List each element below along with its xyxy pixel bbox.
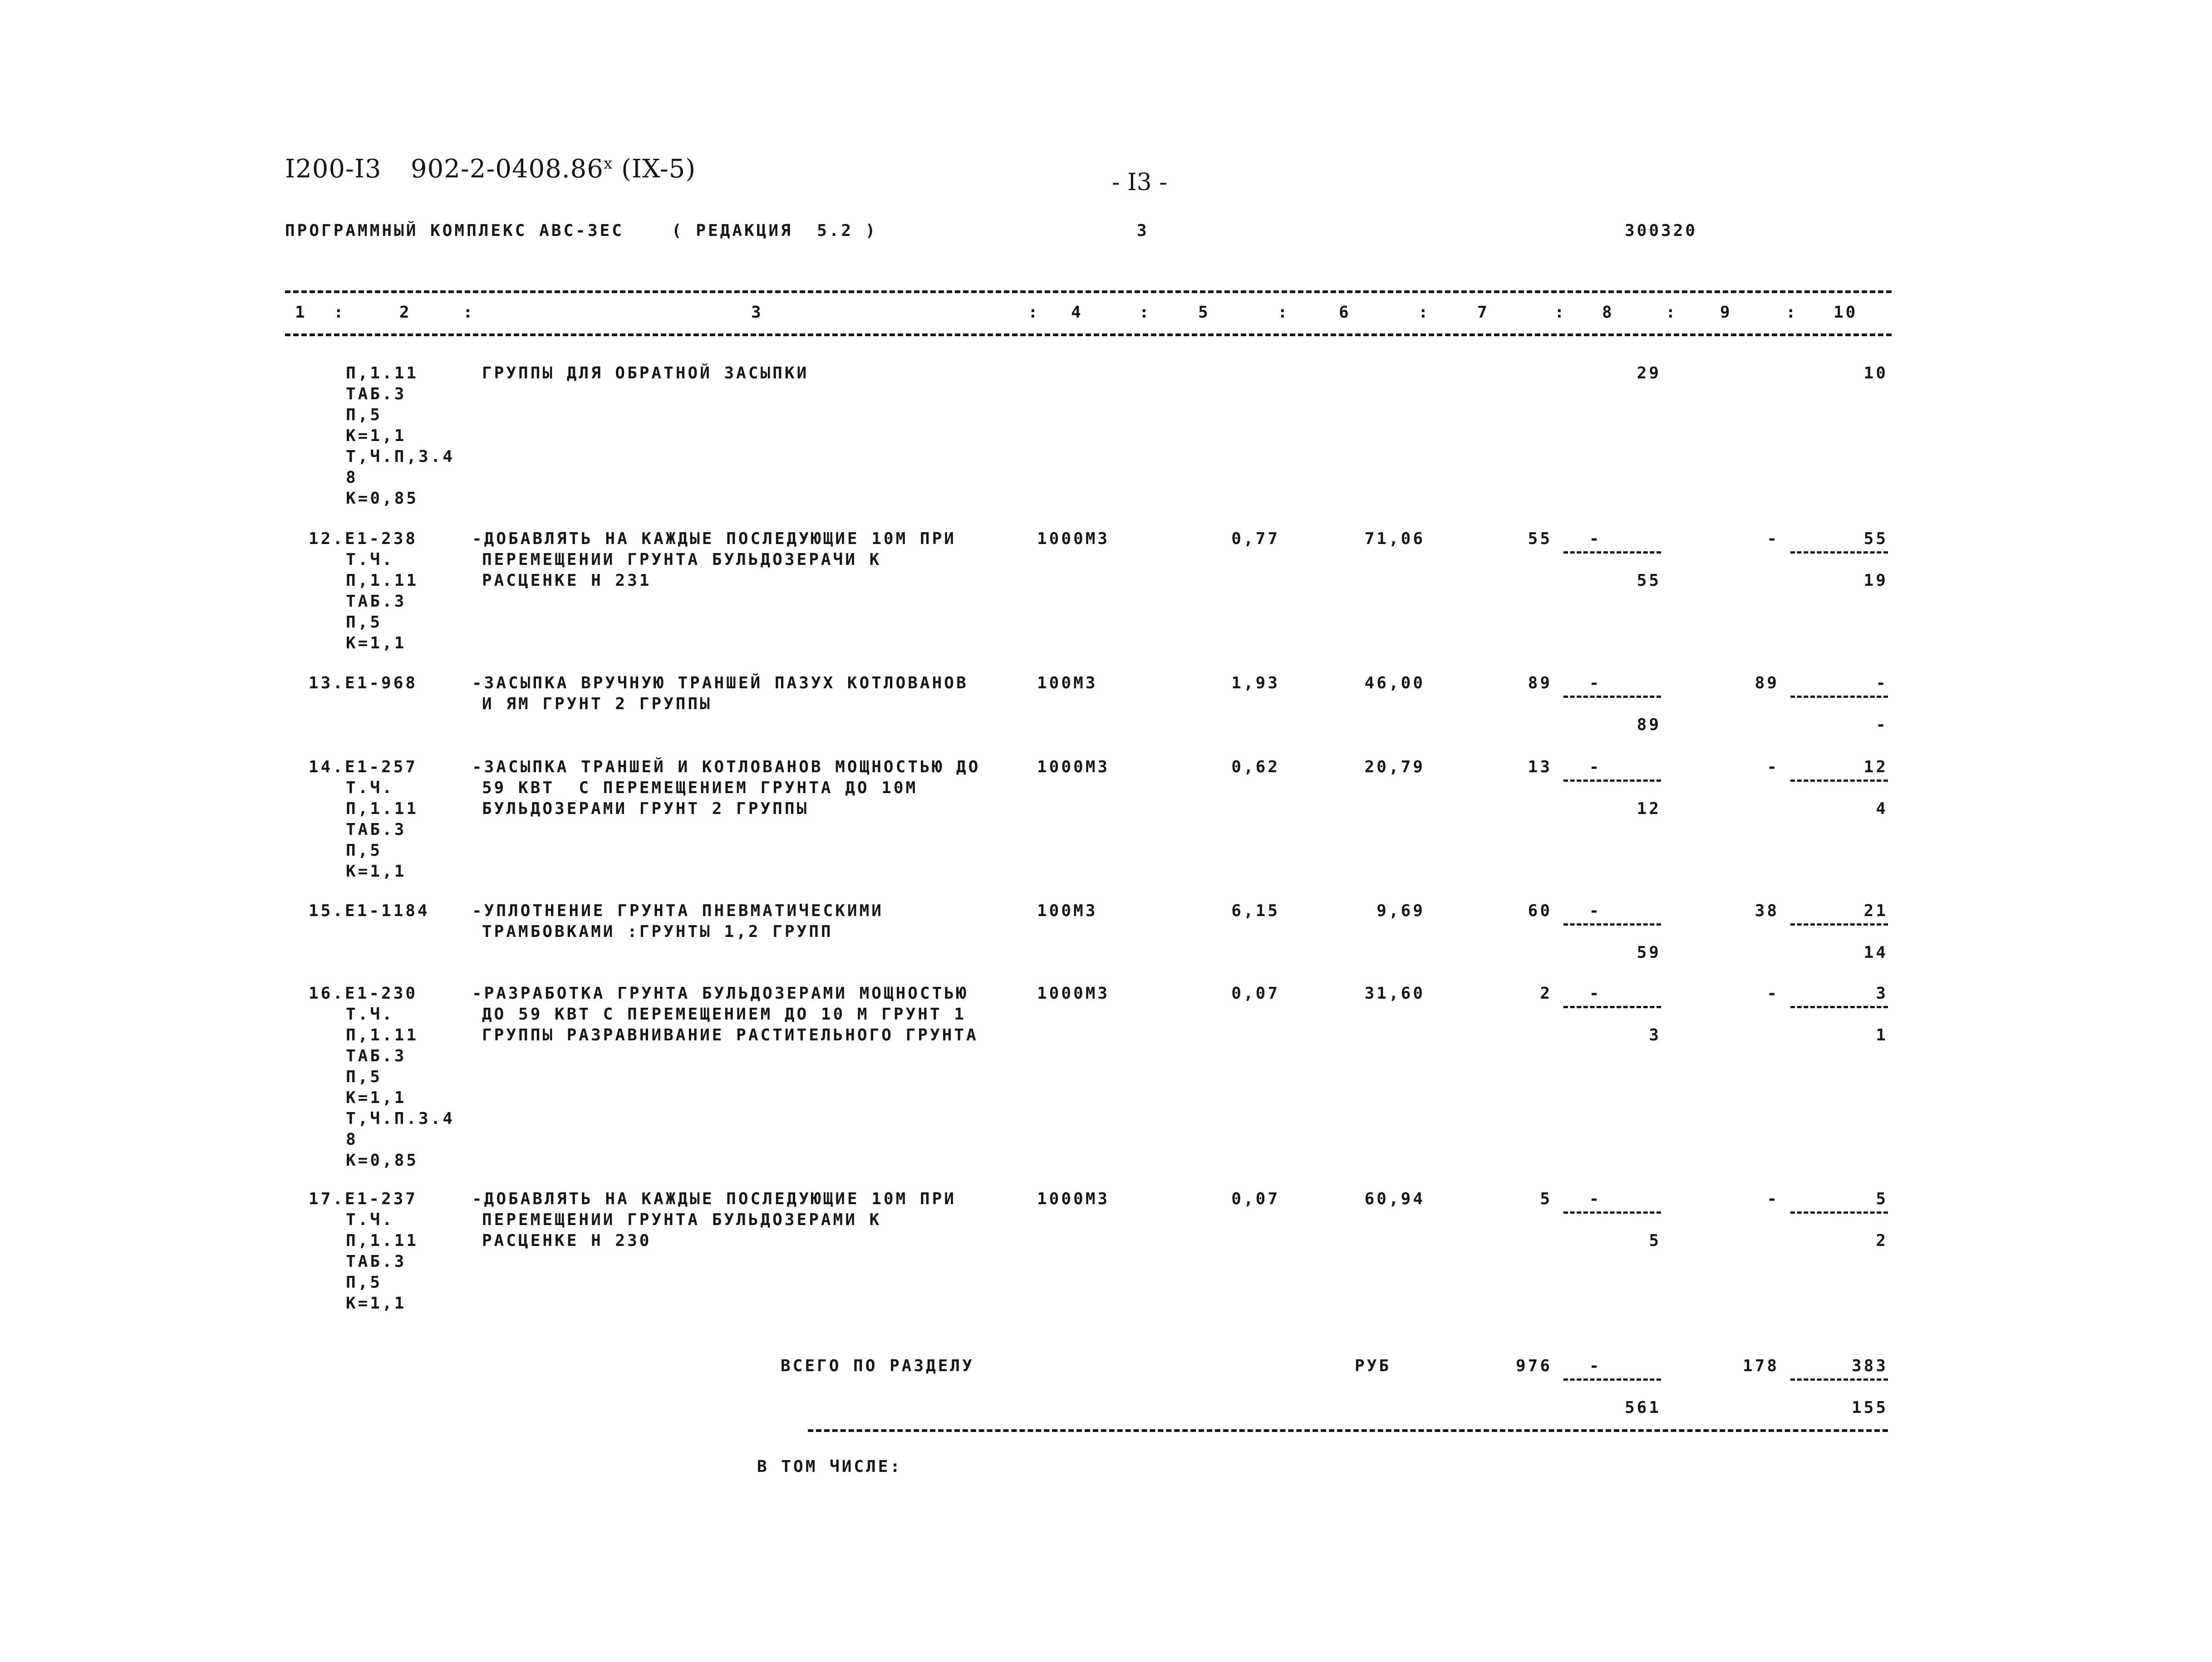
row-code-line: Т.Ч. (346, 1005, 394, 1024)
total-col7: 976 (1515, 1357, 1552, 1375)
row-code-line: П,5 (346, 613, 383, 632)
row-col10-top: 3 (1876, 984, 1888, 1003)
column-header-7: 7 (1477, 303, 1489, 322)
row-col8-bottom: 55 (1637, 571, 1661, 590)
project-number: 902-2-0408.86$^x$ (IX-5) (411, 154, 696, 184)
row-col9: 89 (1755, 674, 1779, 692)
row-code-line: Т.Ч. (346, 550, 394, 569)
column-header-2: 2 (399, 303, 412, 322)
total-col10-bottom: 155 (1851, 1398, 1888, 1417)
row-col8-bottom: 89 (1637, 716, 1661, 734)
column-separator: : (1786, 303, 1798, 322)
edition-label: ( РЕДАКЦИЯ 5.2 ) (672, 221, 878, 240)
row-col8-bottom: 12 (1637, 799, 1661, 818)
row-col10-bottom: 14 (1863, 943, 1888, 962)
row-col7-cost: 13 (1528, 758, 1552, 776)
row-col10-divider (1790, 780, 1888, 782)
row-col8-top: - (1589, 984, 1602, 1003)
row-code-line: ТАБ.3 (346, 820, 407, 839)
row-col8-divider (1563, 1006, 1661, 1008)
row-col8-bottom: 59 (1637, 943, 1661, 962)
row-code-line: К=1,1 (346, 634, 407, 652)
row-code-line: П,5 (346, 841, 383, 860)
row-code-line: К=1,1 (346, 427, 407, 445)
row-description-line: -ДОБАВЛЯТЬ НА КАЖДЫЕ ПОСЛЕДУЮЩИЕ 10М ПРИ (472, 529, 956, 548)
row-code-line: Т.Ч. (346, 1211, 394, 1229)
row-description-line: ПЕРЕМЕЩЕНИИ ГРУНТА БУЛЬДОЗЕРАМИ К (482, 1211, 882, 1229)
row-code-line: Т,Ч.П.3.4 (346, 1109, 455, 1128)
row-description-line: РАСЦЕНКЕ Н 230 (482, 1231, 652, 1250)
row-unit: 1000М3 (1037, 984, 1110, 1003)
row-col8-top: - (1589, 1190, 1602, 1208)
row-description-line: РАСЦЕНКЕ Н 231 (482, 571, 652, 590)
row-col9: - (1767, 1190, 1779, 1208)
column-header-8: 8 (1602, 303, 1614, 322)
row-col10-bottom: 19 (1863, 571, 1888, 590)
row-code-line: ТАБ.3 (346, 1252, 407, 1271)
row-description-line: ГРУППЫ РАЗРАВНИВАНИЕ РАСТИТЕЛЬНОГО ГРУНТА (482, 1026, 978, 1044)
row-code-line: ТАБ.3 (346, 592, 407, 611)
row-col8-value: 29 (1637, 364, 1661, 382)
row-col10-divider (1790, 1211, 1888, 1214)
total-col8-bottom: 561 (1624, 1398, 1661, 1417)
row-col10-bottom: 2 (1876, 1231, 1888, 1250)
column-separator: : (1139, 303, 1151, 322)
column-separator: : (463, 303, 475, 322)
row-code-line: Т,Ч.П,3.4 (346, 447, 455, 466)
column-header-1: 1 (295, 303, 307, 322)
row-unit-price: 60,94 (1364, 1190, 1425, 1208)
row-col10-top: 55 (1863, 529, 1888, 548)
row-description-line: ДО 59 КВТ С ПЕРЕМЕЩЕНИЕМ ДО 10 М ГРУНТ 1 (482, 1005, 966, 1024)
program-title: ПРОГРАММНЫЙ КОМПЛЕКС АВС-ЗЕС (285, 221, 624, 240)
column-header-3: 3 (751, 303, 763, 322)
column-header-4: 4 (1071, 303, 1083, 322)
row-description-line: БУЛЬДОЗЕРАМИ ГРУНТ 2 ГРУППЫ (482, 799, 809, 818)
row-description-line: ПЕРЕМЕЩЕНИИ ГРУНТА БУЛЬДОЗЕРАЧИ К (482, 550, 882, 569)
row-col8-divider (1563, 696, 1661, 698)
row-code-line: ТАБ.3 (346, 1047, 407, 1065)
row-col10-bottom: - (1876, 716, 1888, 734)
row-code-line: К=1,1 (346, 862, 407, 881)
row-description-line: ТРАМБОВКАМИ :ГРУНТЫ 1,2 ГРУПП (482, 922, 833, 941)
row-code-line: П,5 (346, 406, 383, 424)
row-code-line: П,5 (346, 1273, 383, 1292)
row-unit-price: 20,79 (1364, 758, 1425, 776)
row-code-line: П,1.11 (346, 1231, 419, 1250)
row-code-line: 17.Е1-237 (309, 1190, 418, 1208)
row-unit-price: 31,60 (1364, 984, 1425, 1003)
total-col8-top: - (1589, 1357, 1602, 1375)
print-code: 300320 (1625, 221, 1698, 240)
row-col8-divider (1563, 1211, 1661, 1214)
row-col9: - (1767, 984, 1779, 1003)
row-col8-divider (1563, 780, 1661, 782)
row-code-line: 16.Е1-230 (309, 984, 418, 1003)
row-col8-top: - (1589, 529, 1602, 548)
row-quantity: 0,77 (1231, 529, 1280, 548)
row-quantity: 6,15 (1231, 902, 1280, 920)
row-unit-price: 9,69 (1376, 902, 1425, 920)
row-quantity: 1,93 (1231, 674, 1280, 692)
row-col10-bottom: 4 (1876, 799, 1888, 818)
row-col10-bottom: 1 (1876, 1026, 1888, 1044)
row-code-line: Т.Ч. (346, 779, 394, 797)
row-col8-bottom: 3 (1649, 1026, 1661, 1044)
row-col7-cost: 89 (1528, 674, 1552, 692)
total-unit: РУБ (1355, 1357, 1391, 1375)
row-description-line: -РАЗРАБОТКА ГРУНТА БУЛЬДОЗЕРАМИ МОЩНОСТЬЮ (472, 984, 968, 1003)
row-col7-cost: 55 (1528, 529, 1552, 548)
row-description-line: ГРУППЫ ДЛЯ ОБРАТНОЙ ЗАСЫПКИ (482, 364, 809, 382)
total-col8-divider (1563, 1378, 1661, 1381)
row-unit: 1000М3 (1037, 758, 1110, 776)
row-col10-top: - (1876, 674, 1888, 692)
column-header-10: 10 (1834, 303, 1858, 322)
row-description-line: И ЯМ ГРУНТ 2 ГРУППЫ (482, 695, 712, 713)
row-unit: 1000М3 (1037, 1190, 1110, 1208)
row-quantity: 0,62 (1231, 758, 1280, 776)
column-header-9: 9 (1720, 303, 1732, 322)
including-label: В ТОМ ЧИСЛЕ: (757, 1457, 903, 1476)
row-col10-top: 21 (1863, 902, 1888, 920)
row-col8-divider (1563, 551, 1661, 554)
row-code-line: П,1.11 (346, 799, 419, 818)
row-code-line: 12.Е1-238 (309, 529, 418, 548)
row-description-line: -УПЛОТНЕНИЕ ГРУНТА ПНЕВМАТИЧЕСКИМИ (472, 902, 884, 920)
row-col10-value: 10 (1863, 364, 1888, 382)
row-col8-bottom: 5 (1649, 1231, 1661, 1250)
row-col10-top: 5 (1876, 1190, 1888, 1208)
row-code-line: 13.Е1-968 (309, 674, 418, 692)
total-col9: 178 (1742, 1357, 1779, 1375)
total-bottom-rule (808, 1429, 1888, 1432)
row-col7-cost: 60 (1528, 902, 1552, 920)
row-description-line: -ЗАСЫПКА ВРУЧНУЮ ТРАНШЕЙ ПАЗУХ КОТЛОВАНОВ (472, 674, 968, 692)
column-header-5: 5 (1198, 303, 1210, 322)
row-code-line: 8 (346, 468, 358, 487)
total-col10-top: 383 (1851, 1357, 1888, 1375)
page-number: - I3 - (1112, 169, 1167, 196)
row-code-line: К=1,1 (346, 1088, 407, 1107)
row-code-line: П,1.11 (346, 1026, 419, 1044)
row-code-line: ТАБ.3 (346, 385, 407, 403)
row-col10-divider (1790, 696, 1888, 698)
row-code-line: П,1.11 (346, 571, 419, 590)
row-col9: - (1767, 758, 1779, 776)
row-code-line: К=0,85 (346, 489, 419, 508)
row-unit-price: 71,06 (1364, 529, 1425, 548)
row-code-line: П,5 (346, 1068, 383, 1086)
row-code-line: 14.Е1-257 (309, 758, 418, 776)
total-col10-divider (1790, 1378, 1888, 1381)
row-unit-price: 46,00 (1364, 674, 1425, 692)
row-unit: 100М3 (1037, 902, 1098, 920)
row-code-line: К=1,1 (346, 1294, 407, 1313)
row-unit: 100М3 (1037, 674, 1098, 692)
row-col8-top: - (1589, 674, 1602, 692)
column-separator: : (334, 303, 346, 322)
row-description-line: -ДОБАВЛЯТЬ НА КАЖДЫЕ ПОСЛЕДУЮЩИЕ 10М ПРИ (472, 1190, 956, 1208)
column-separator: : (1278, 303, 1290, 322)
column-header-6: 6 (1339, 303, 1351, 322)
row-col7-cost: 2 (1540, 984, 1552, 1003)
column-separator: : (1554, 303, 1567, 322)
row-col9: 38 (1755, 902, 1779, 920)
row-col10-divider (1790, 923, 1888, 926)
row-col9: - (1767, 529, 1779, 548)
row-col7-cost: 5 (1540, 1190, 1552, 1208)
row-code-line: 8 (346, 1130, 358, 1149)
row-description-line: -ЗАСЫПКА ТРАНШЕЙ И КОТЛОВАНОВ МОЩНОСТЬЮ ДО (472, 758, 981, 776)
header-bottom-rule (285, 333, 1892, 336)
row-col10-top: 12 (1863, 758, 1888, 776)
header-top-rule (285, 290, 1892, 293)
row-description-line: 59 КВТ С ПЕРЕМЕЩЕНИЕМ ГРУНТА ДО 10М (482, 779, 918, 797)
column-separator: : (1666, 303, 1678, 322)
document-code: I200-I3 (285, 154, 382, 184)
row-code-line: П,1.11 (346, 364, 419, 382)
row-quantity: 0,07 (1231, 1190, 1280, 1208)
row-code-line: К=0,85 (346, 1151, 419, 1170)
row-col10-divider (1790, 1006, 1888, 1008)
row-code-line: 15.Е1-1184 (309, 902, 430, 920)
row-col8-top: - (1589, 902, 1602, 920)
column-separator: : (1028, 303, 1040, 322)
total-label: ВСЕГО ПО РАЗДЕЛУ (781, 1357, 974, 1375)
sheet-number: 3 (1137, 221, 1149, 240)
row-quantity: 0,07 (1231, 984, 1280, 1003)
row-col10-divider (1790, 551, 1888, 554)
row-col8-top: - (1589, 758, 1602, 776)
row-col8-divider (1563, 923, 1661, 926)
column-separator: : (1418, 303, 1430, 322)
row-unit: 1000М3 (1037, 529, 1110, 548)
